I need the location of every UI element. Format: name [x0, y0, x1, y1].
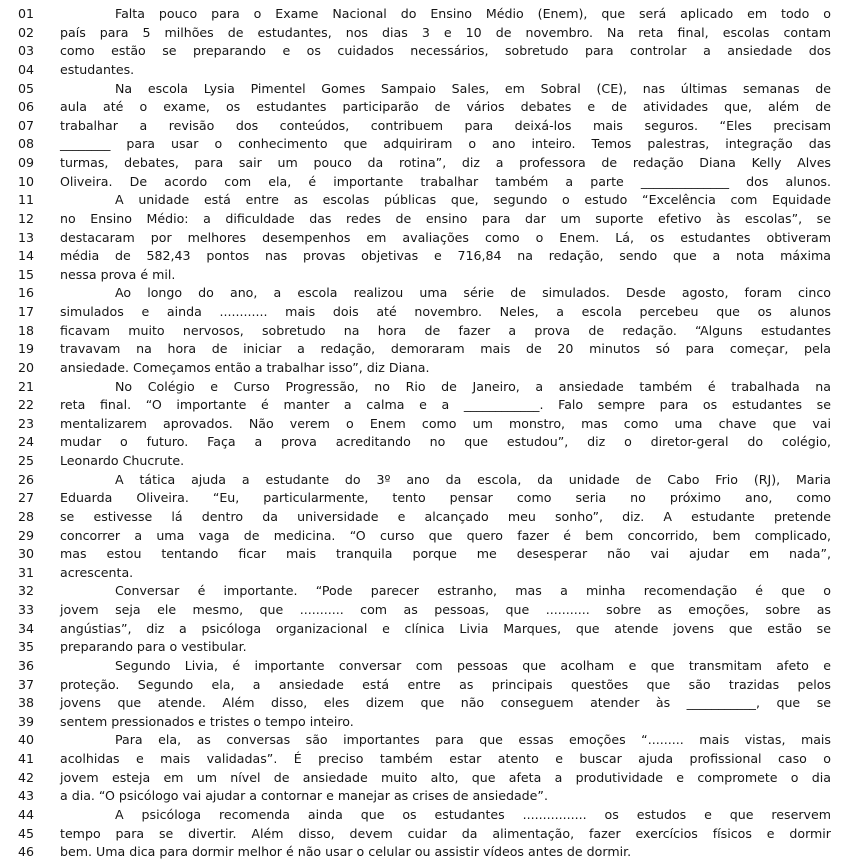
line-text: acolhidas e mais validadas”. É preciso também estar atento e buscar ajuda profissional caso o — [60, 751, 831, 766]
text-line — [18, 80, 831, 99]
line-text: Ao longo do ano, a escola realizou uma série de simulados. Desde agosto, foram cinco — [115, 285, 831, 301]
line-text: país para 5 milhões de estudantes, nos dias 3 e 10 de novembro. Na reta final, escolas contam — [60, 24, 831, 40]
text-line — [18, 359, 831, 378]
line-text: preparando para o vestibular. — [60, 639, 247, 655]
line-text: jovens que atende. Além disso, eles dizem que não conseguem atender às ___________, que se — [60, 695, 831, 711]
text-line — [18, 806, 831, 825]
text-line — [18, 340, 831, 359]
line-text: tempo para se divertir. Além disso, devem cuidar da alimentação, fazer exercícios físicos e dormir — [60, 825, 831, 841]
line-text: angústias”, diz a psicóloga organizacional e clínica Livia Marques, que atende jovens que estão se — [60, 620, 831, 636]
line-number: 11 — [18, 192, 35, 208]
line-text: mas estou tentando ficar mais tranquila porque me desesperar não vai ajudar em nada”, — [60, 546, 831, 562]
line-text: No Colégio e Curso Progressão, no Rio de Janeiro, a ansiedade também é trabalhada na — [115, 378, 831, 394]
line-number: 05 — [18, 80, 35, 96]
line-number: 16 — [18, 285, 35, 301]
text-line — [18, 545, 831, 564]
line-number: 35 — [18, 639, 35, 655]
line-text: Na escola Lysia Pimentel Gomes Sampaio Sales, em Sobral (CE), nas últimas semanas de — [115, 80, 831, 96]
text-line — [18, 173, 831, 192]
text-line — [18, 42, 831, 61]
text-line — [18, 284, 831, 303]
line-number: 32 — [18, 583, 35, 599]
line-text: nessa prova é mil. — [60, 266, 176, 282]
line-text: jovem seja ele mesmo, que ........... com as pessoas, que ........... sobre as emoções, sobre as — [60, 602, 831, 617]
line-text: mentalizarem aprovados. Não verem o Enem como um monstro, mas como uma chave que vai — [60, 415, 831, 431]
line-number: 44 — [18, 806, 35, 822]
text-line — [18, 61, 831, 80]
line-number: 34 — [18, 620, 35, 636]
text-line — [18, 769, 831, 788]
line-text: média de 582,43 pontos nas provas objetivas e 716,84 na redação, sendo que a nota máxima — [60, 248, 831, 264]
line-text: Eduarda Oliveira. “Eu, particularmente, tento pensar como seria no próximo ano, como — [60, 490, 831, 506]
line-number: 09 — [18, 155, 35, 170]
text-line — [18, 303, 831, 322]
text-line — [18, 582, 831, 601]
text-line — [18, 452, 831, 471]
text-line — [18, 825, 831, 844]
line-text: A psicóloga recomenda ainda que os estudantes ................ os estudos e que reservem — [115, 806, 831, 822]
line-number: 19 — [18, 341, 35, 357]
text-line — [18, 247, 831, 266]
line-number: 12 — [18, 210, 35, 226]
text-line — [18, 787, 831, 806]
line-text: reta final. “O importante é manter a calma e a ____________. Falo sempre para os estudantes se — [60, 397, 831, 413]
line-text: bem. Uma dica para dormir melhor é não usar o celular ou assistir vídeos antes de dormir. — [60, 844, 632, 860]
text-line — [18, 191, 831, 210]
line-text: Leonardo Chucrute. — [60, 453, 185, 468]
text-line — [18, 731, 831, 750]
line-text: turmas, debates, para sair um pouco da rotina”, diz a professora de redação Diana Kelly Alves — [60, 155, 831, 170]
line-text: A unidade está entre as escolas públicas que, segundo o estudo “Excelência com Equidade — [115, 192, 831, 208]
line-text: trabalhar a revisão dos conteúdos, contribuem para deixá-los mais seguros. “Eles precisam — [60, 117, 831, 133]
text-line — [18, 135, 831, 154]
line-number: 39 — [18, 713, 35, 729]
line-number: 13 — [18, 229, 35, 245]
line-number: 02 — [18, 24, 35, 40]
line-number: 29 — [18, 527, 35, 543]
line-number: 38 — [18, 695, 35, 711]
text-line — [18, 657, 831, 676]
line-text: ficavam muito nervosos, sobretudo na hora de fazer a prova de redação. “Alguns estudantes — [60, 322, 831, 338]
line-number: 36 — [18, 657, 35, 673]
line-number: 31 — [18, 564, 35, 580]
line-number: 24 — [18, 434, 35, 450]
text-line — [18, 322, 831, 341]
text-line — [18, 489, 831, 508]
text-line — [18, 750, 831, 769]
line-number: 04 — [18, 61, 35, 77]
line-number: 07 — [18, 117, 35, 133]
line-text: concorrer a uma vaga de medicina. “O curso que quero fazer é bem concorrido, bem complicado, — [60, 527, 831, 543]
text-line — [18, 508, 831, 527]
line-number: 26 — [18, 471, 35, 487]
text-line — [18, 471, 831, 490]
line-number: 28 — [18, 508, 35, 524]
line-number: 22 — [18, 397, 35, 413]
text-line — [18, 843, 831, 862]
text-line — [18, 433, 831, 452]
line-text: como estão se preparando e os cuidados necessários, sobretudo para controlar a ansiedade dos — [60, 43, 831, 59]
line-text: acrescenta. — [60, 564, 134, 580]
text-line — [18, 5, 831, 24]
line-number: 25 — [18, 453, 35, 468]
line-text: simulados e ainda ............ mais dois até novembro. Neles, a escola percebeu que os alunos — [60, 304, 831, 319]
line-text: ________ para usar o conhecimento que adquiriram o ano inteiro. Temos palestras, integração das — [60, 136, 831, 152]
line-number: 41 — [18, 751, 35, 766]
line-number: 01 — [18, 6, 35, 21]
text-line — [18, 415, 831, 434]
text-line — [18, 676, 831, 695]
line-text: Oliveira. De acordo com ela, é importante trabalhar também a parte ______________ dos alunos. — [60, 173, 831, 189]
line-number: 45 — [18, 825, 35, 841]
line-number: 17 — [18, 304, 35, 319]
line-text: mudar o futuro. Faça a prova acreditando no que estudou”, diz o diretor-geral do colégio, — [60, 434, 831, 450]
text-line — [18, 713, 831, 732]
line-number: 18 — [18, 322, 35, 338]
line-number: 15 — [18, 266, 35, 282]
text-line — [18, 378, 831, 397]
line-number: 20 — [18, 359, 35, 375]
line-number: 03 — [18, 43, 35, 59]
text-line — [18, 601, 831, 620]
text-line — [18, 694, 831, 713]
line-text: no Ensino Médio: a dificuldade das redes de ensino para dar um suporte efetivo às escolas”, se — [60, 210, 831, 226]
line-text: A tática ajuda a estudante do 3º ano da escola, da unidade de Cabo Frio (RJ), Maria — [115, 471, 831, 487]
text-line — [18, 117, 831, 136]
text-line — [18, 564, 831, 583]
text-line — [18, 527, 831, 546]
line-number: 43 — [18, 788, 35, 804]
text-line — [18, 98, 831, 117]
line-number: 37 — [18, 676, 35, 692]
text-line — [18, 210, 831, 229]
line-number: 06 — [18, 99, 35, 115]
line-text: Para ela, as conversas são importantes para que essas emoções “......... mais vistas, mais — [115, 732, 831, 748]
line-number: 46 — [18, 844, 35, 860]
text-line — [18, 229, 831, 248]
line-text: se estivesse lá dentro da universidade e alcançado meu sonho”, diz. A estudante pretende — [60, 508, 831, 524]
text-line — [18, 24, 831, 43]
text-line — [18, 396, 831, 415]
line-number: 33 — [18, 602, 35, 617]
line-text: a dia. “O psicólogo vai ajudar a contornar e manejar as crises de ansiedade”. — [60, 788, 548, 804]
line-text: jovem esteja em um nível de ansiedade muito alto, que afeta a produtividade e compromete o dia — [60, 769, 831, 785]
text-line — [18, 266, 831, 285]
line-number: 23 — [18, 415, 35, 431]
line-text: travavam na hora de iniciar a redação, demoraram mais de 20 minutos só para começar, pela — [60, 341, 831, 357]
line-text: proteção. Segundo ela, a ansiedade está entre as principais questões que são trazidas pelos — [60, 676, 831, 692]
text-line — [18, 620, 831, 639]
line-text: Falta pouco para o Exame Nacional do Ensino Médio (Enem), que será aplicado em todo o — [115, 6, 831, 21]
text-line — [18, 154, 831, 173]
line-number: 30 — [18, 546, 35, 562]
line-text: estudantes. — [60, 61, 135, 77]
line-number: 14 — [18, 248, 35, 264]
line-text: destacaram por melhores desempenhos em avaliações como o Enem. Lá, os estudantes obtiveram — [60, 229, 831, 245]
line-text: Segundo Livia, é importante conversar com pessoas que acolham e que transmitam afeto e — [115, 657, 831, 673]
line-text: ansiedade. Começamos então a trabalhar isso”, diz Diana. — [60, 359, 430, 375]
text-line — [18, 638, 831, 657]
line-number: 42 — [18, 769, 35, 785]
line-text: aula até o exame, os estudantes participarão de vários debates e de atividades que, além de — [60, 99, 831, 115]
line-number: 40 — [18, 732, 35, 748]
line-number: 21 — [18, 378, 35, 394]
line-text: Conversar é importante. “Pode parecer estranho, mas a minha recomendação é que o — [115, 583, 831, 599]
line-number: 08 — [18, 136, 35, 152]
line-text: sentem pressionados e tristes o tempo inteiro. — [60, 713, 354, 729]
line-number: 27 — [18, 490, 35, 506]
line-number: 10 — [18, 173, 35, 189]
